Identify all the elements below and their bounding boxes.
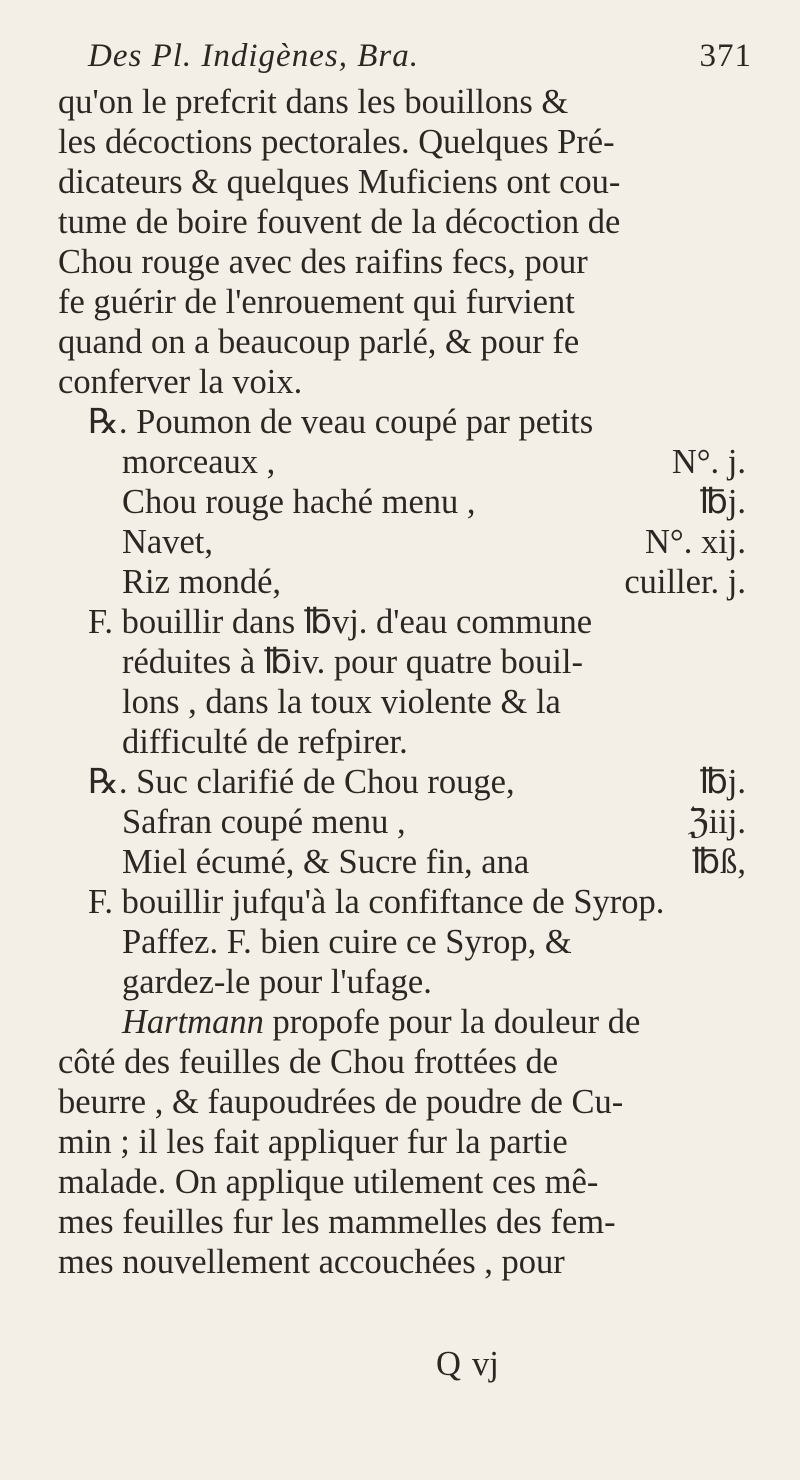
text-line: mes feuilles fur les mammelles des fem- [58,1203,616,1241]
text-line: les décoctions pectorales. Quelques Pré- [58,123,615,161]
text-line: mes nouvellement accouchées , pour [58,1243,565,1281]
text-line: quand on a beaucoup parlé, & pour fe [58,323,580,361]
quantity: cuiller. j. [624,563,746,601]
recipe-instruction: difficulté de refpirer. [122,723,408,761]
text-line: tume de boire fouvent de la décoction de [58,203,621,241]
quantity: N°. j. [671,443,746,481]
recipe-instruction: Paffez. F. bien cuire ce Syrop, & [122,923,572,961]
ingredient: ℞. Suc clarifié de Chou rouge, [88,763,515,801]
catchword: vj [472,1345,499,1383]
quantity: ℨiij. [687,803,746,841]
text-line: min ; il les fait appliquer fur la partie [58,1123,568,1161]
recipe-item [58,842,758,882]
running-header [88,38,768,75]
recipe-item [58,442,758,482]
recipe-intro: ℞. Poumon de veau coupé par petits [88,403,594,441]
text-line: malade. On applique utilement ces mê- [58,1163,599,1201]
ingredient: Navet, [122,523,214,561]
quantity: ℔j. [699,483,746,521]
recipe-instruction: gardez-le pour l'ufage. [122,963,432,1001]
quantity: N°. xij. [644,523,746,561]
ingredient: Miel écumé, & Sucre fin, ana [122,843,530,881]
recipe-instruction: F. bouillir jufqu'à la confiftance de Syrop. [88,883,665,921]
text-line: Chou rouge avec des raifins fecs, pour [58,243,588,281]
text-line: dicateurs & quelques Muficiens ont cou- [58,163,621,201]
quantity: ℔j. [699,763,746,801]
ingredient: Riz mondé, [122,563,282,601]
recipe-instruction: réduites à ℔iv. pour quatre bouil- [122,643,583,681]
text-line: propofe pour la douleur de [263,1003,641,1041]
recipe-instruction: F. bouillir dans ℔vj. d'eau commune [88,603,593,641]
signature-mark: Q [436,1345,461,1383]
recipe-item [58,522,758,562]
text-line: beurre , & faupoudrées de poudre de Cu- [58,1083,624,1121]
author-name: Hartmann [122,1003,264,1041]
paragraph-first-line [58,1002,758,1042]
recipe-instruction: lons , dans la toux violente & la [122,683,561,721]
text-line: fe guérir de l'enrouement qui furvient [58,283,575,321]
ingredient: morceaux , [122,443,276,481]
recipe-item [58,802,758,842]
recipe-item [58,562,758,602]
page-number: 371 [699,38,752,74]
text-line: côté des feuilles de Chou frottées de [58,1043,559,1081]
text-line: conferver la voix. [58,363,303,401]
page-body [58,82,758,1383]
recipe-item [58,482,758,522]
ingredient: Safran coupé menu , [122,803,406,841]
recipe-item [58,762,758,802]
running-title: Des Pl. Indigènes, Bra. [88,38,419,74]
text-line: qu'on le prefcrit dans les bouillons & [58,83,569,121]
ingredient: Chou rouge haché menu , [122,483,476,521]
quantity: ℔ß, [691,843,746,881]
